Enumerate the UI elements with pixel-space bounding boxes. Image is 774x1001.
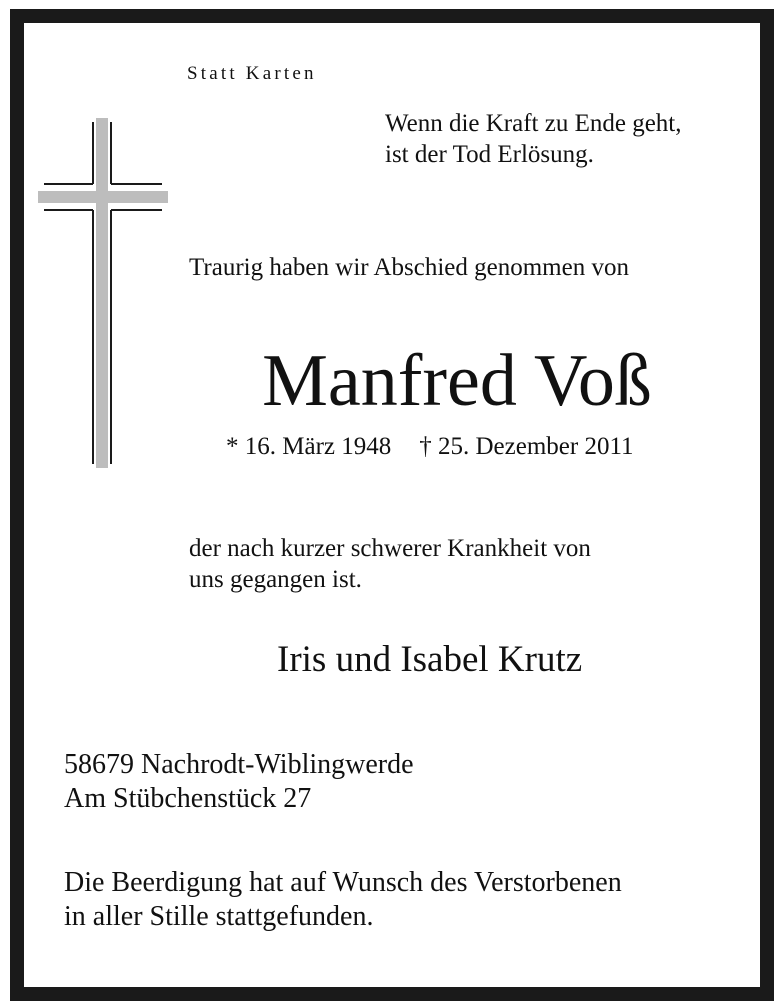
funeral-note-line-2: in aller Stille stattgefunden. [64,901,374,932]
death-date: † 25. Dezember 2011 [419,433,634,460]
birth-date: * 16. März 1948 [226,433,392,460]
intro-text: Traurig haben wir Abschied genommen von [189,254,629,281]
header-statt-karten: Statt Karten [187,63,317,84]
life-dates [226,433,634,461]
motto-line-1: Wenn die Kraft zu Ende geht, [385,110,682,137]
deceased-name: Manfred Voß [262,340,652,422]
address-line-2: Am Stübchenstück 27 [64,783,312,814]
description-line-1: der nach kurzer schwerer Krankheit von [189,535,591,562]
address [64,748,414,816]
motto-line-2: ist der Tod Erlösung. [385,141,594,168]
description [189,533,591,595]
funeral-note-line-1: Die Beerdigung hat auf Wunsch des Verstorbenen [64,867,622,898]
funeral-note [64,866,622,934]
motto [385,108,681,170]
address-line-1: 58679 Nachrodt-Wiblingwerde [64,749,414,780]
description-line-2: uns gegangen ist. [189,566,362,593]
mourners-names: Iris und Isabel Krutz [277,639,583,680]
